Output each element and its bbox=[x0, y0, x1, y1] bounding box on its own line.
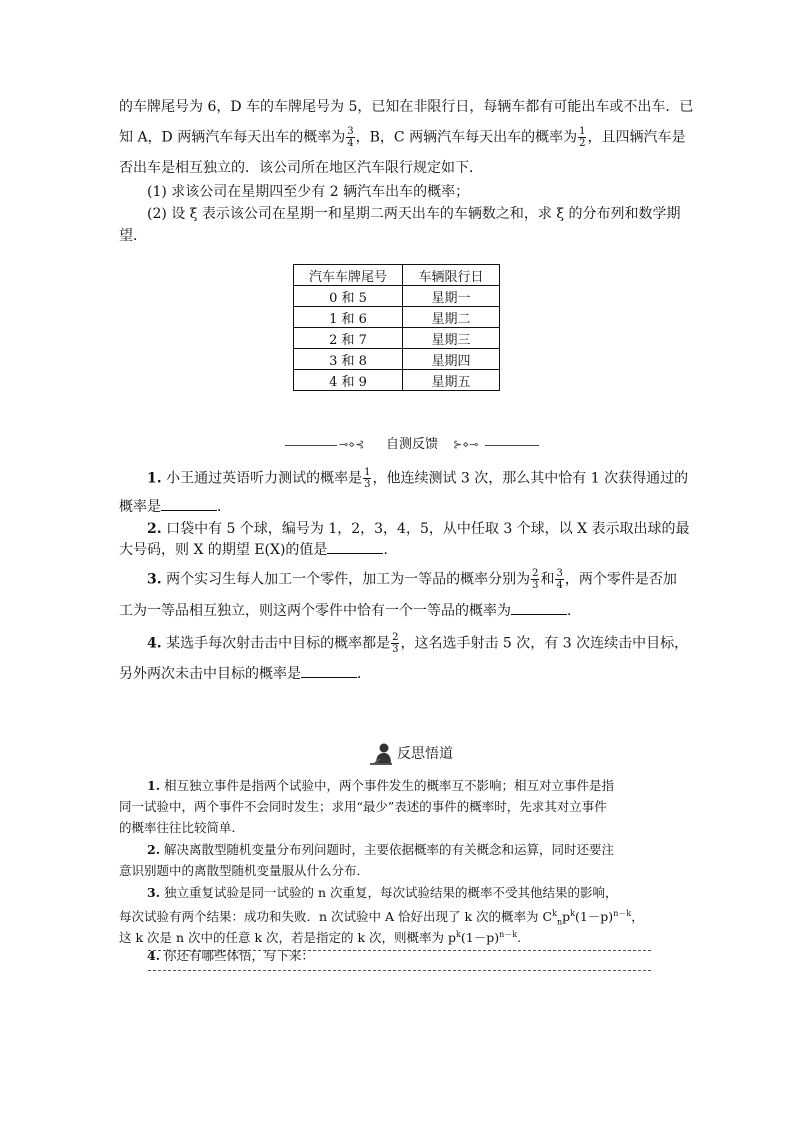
fraction: $\frac{1}{3}$ bbox=[364, 467, 371, 490]
table-cell: 4 和 9 bbox=[294, 370, 403, 391]
thinker-icon bbox=[367, 742, 395, 766]
reflection-item-4: 4. 你还有哪些体悟，写下来： bbox=[147, 948, 315, 963]
table-cell: 星期二 bbox=[403, 307, 500, 328]
table-row bbox=[294, 286, 500, 307]
reflection-item-1-line-3: 的概率往往比较简单． bbox=[119, 820, 245, 835]
reflection-item-2-line-2: 意识别题中的离散型随机变量服从什么分布． bbox=[119, 863, 370, 878]
ornament-right-icon: ⊱⋄⊸ bbox=[453, 438, 479, 451]
restriction-table bbox=[293, 264, 500, 391]
self-test-item-1-cont: 概率是 ． bbox=[119, 499, 231, 515]
ornament-left-icon: ⊸⋄⊰ bbox=[339, 438, 365, 451]
fraction-ad: $\frac{3}{4}$ bbox=[347, 126, 354, 149]
answer-blank[interactable] bbox=[161, 498, 217, 511]
fraction: $\frac{2}{3}$ bbox=[392, 632, 399, 655]
fraction-bc: $\frac{1}{2}$ bbox=[579, 126, 586, 149]
table-cell: 2 和 7 bbox=[294, 328, 403, 349]
question-2: (2) 设 ξ 表示该公司在星期一和星期二两天出车的车辆数之和，求 ξ 的分布列和数学期 bbox=[147, 206, 681, 222]
writing-line[interactable] bbox=[148, 970, 651, 971]
self-test-item-4: 4. 某选手每次射击击中目标的概率都是 $\frac{2}{3}$ ，这名选手射击 5 次，有 3 次连续击中目标， bbox=[147, 632, 689, 655]
table-cell: 3 和 8 bbox=[294, 349, 403, 370]
table-row bbox=[294, 370, 500, 391]
self-test-item-3: 3. 两个实习生每人加工一个零件，加工为一等品的概率分别为 $\frac{2}{3}$ 和 $\frac{3}{4}$ ，两个零件是否加 bbox=[147, 568, 677, 591]
self-test-item-3-cont: 工为一等品相互独立，则这两个零件中恰有一个一等品的概率为 ． bbox=[119, 603, 581, 619]
problem-line-1: 的车牌尾号为 6，D 车的车牌尾号为 5，已知在非限行日，每辆车都有可能出车或不出车．已 bbox=[119, 99, 694, 115]
table-cell: 星期四 bbox=[403, 349, 500, 370]
reflection-heading bbox=[367, 742, 477, 766]
problem-line-3: 否出车是相互独立的．该公司所在地区汽车限行规定如下． bbox=[119, 160, 483, 176]
self-test-title: 自测反馈 bbox=[385, 437, 438, 452]
table-cell: 1 和 6 bbox=[294, 307, 403, 328]
table-header: 汽车车牌尾号 bbox=[294, 265, 403, 286]
reflection-item-1-line-2: 同一试验中，两个事件不会同时发生；求用“最少”表述的事件的概率时，先求其对立事件 bbox=[119, 799, 607, 814]
question-2-cont: 望． bbox=[119, 228, 147, 244]
table-cell: 星期一 bbox=[403, 286, 500, 307]
self-test-item-4-cont: 另外两次未击中目标的概率是 ． bbox=[119, 666, 371, 682]
answer-blank[interactable] bbox=[327, 541, 383, 554]
reflection-title: 反思悟道 bbox=[397, 746, 453, 762]
divider-line bbox=[285, 445, 337, 446]
reflection-item-3: 3. 独立重复试验是同一试验的 n 次重复，每次试验结果的概率不受其他结果的影响， bbox=[147, 885, 618, 900]
table-header-row bbox=[294, 265, 500, 286]
reflection-item-2: 2. 解决离散型随机变量分布列问题时，主要依据概率的有关概念和运算，同时还要注 bbox=[147, 842, 615, 857]
problem-line-2: 知 A，D 两辆汽车每天出车的概率为 $\frac{3}{4}$ ，B，C 两辆汽车每天出车的概率为 $\frac{1}{2}$ ，且四辆汽车是 bbox=[119, 126, 686, 149]
question-1: (1) 求该公司在星期四至少有 2 辆汽车出车的概率； bbox=[147, 184, 470, 200]
reflection-item-3-line-2: 每次试验有两个结果：成功和失败．n 次试验中 A 恰好出现了 k 次的概率为 $C^k_np^k(1-p)^{n-k}$， bbox=[119, 909, 644, 927]
reflection-item-1: 1. 相互独立事件是指两个试验中，两个事件发生的概率互不影响；相互对立事件是指 bbox=[147, 778, 615, 793]
fraction: $\frac{2}{3}$ bbox=[532, 568, 539, 591]
table-cell: 星期三 bbox=[403, 328, 500, 349]
table-cell: 0 和 5 bbox=[294, 286, 403, 307]
writing-line[interactable] bbox=[148, 950, 651, 951]
reflection-item-3-line-3: 这 k 次是 n 次中的任意 k 次，若是指定的 k 次，则概率为 $p^k(1-p)^{n-k}$. bbox=[119, 930, 522, 946]
self-test-heading bbox=[285, 437, 539, 453]
divider-line bbox=[485, 445, 539, 446]
answer-blank[interactable] bbox=[511, 602, 567, 615]
table-row bbox=[294, 349, 500, 370]
self-test-item-1: 1. 小王通过英语听力测试的概率是 $\frac{1}{3}$ ，他连续测试 3 次，那么其中恰有 1 次获得通过的 bbox=[147, 467, 689, 490]
answer-blank[interactable] bbox=[301, 665, 357, 678]
table-row bbox=[294, 307, 500, 328]
fraction: $\frac{3}{4}$ bbox=[556, 568, 563, 591]
table-header: 车辆限行日 bbox=[403, 265, 500, 286]
table-cell: 星期五 bbox=[403, 370, 500, 391]
table-row bbox=[294, 328, 500, 349]
self-test-item-2-cont: 大号码，则 X 的期望 E(X)的值是 ． bbox=[119, 542, 398, 558]
self-test-item-2: 2. 口袋中有 5 个球，编号为 1，2，3，4，5，从中任取 3 个球，以 X 表示取出球的最 bbox=[147, 521, 690, 537]
